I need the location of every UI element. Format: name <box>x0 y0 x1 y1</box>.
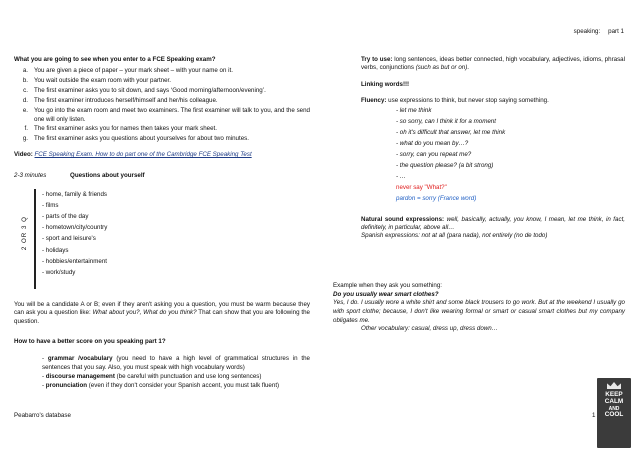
natural-label: Natural sound expressions: <box>361 215 445 223</box>
topic-item: - home, family & friends <box>42 190 107 198</box>
fluency-expression: - so sorry, can I think it for a moment <box>396 118 496 126</box>
poster-line-1: KEEP <box>605 391 623 398</box>
exam-step-marker: f. <box>24 125 28 133</box>
better-score-prefix: - <box>42 372 46 380</box>
header-section: speaking: <box>573 28 601 35</box>
exam-step-text: The first examiner asks you for names then takes your mark sheet. <box>34 125 217 133</box>
minutes-label: 2-3 minutes <box>14 172 47 180</box>
exam-step-marker: a. <box>22 67 28 75</box>
better-score-prefix: - <box>42 382 46 390</box>
topics-block <box>14 189 310 291</box>
candidate-paragraph <box>14 301 310 327</box>
try-use-label: Try to use: <box>361 56 393 63</box>
poster-line-3: AND <box>608 405 620 412</box>
left-column <box>14 56 310 392</box>
footer-source: Peabarro's database <box>14 412 71 419</box>
crown-icon <box>607 382 621 389</box>
exam-step-marker: g. <box>22 135 28 143</box>
fluency-paragraph <box>361 97 625 105</box>
natural-text: well, basically, actually, you know, I mean, let me think, in fact, definitely, in particular, above all… <box>361 215 626 231</box>
fluency-expression: - what do you mean by…? <box>396 140 469 148</box>
vertical-label: 2 OR 3 Q <box>20 215 28 250</box>
example-answer: Yes, I do. I usually wore a white shirt and some black trousers to go work. But at the weekend I usually go with sport clothe; because, I don't like wearing formal or smart or casual smart clothes but my company obligates me. <box>333 299 625 324</box>
better-score-text: (you need to have a high level of grammatical structures in the sentences that you say. Also, you must speak with high vocabulary words) <box>42 355 310 371</box>
topic-item: - hometown/city/country <box>42 224 108 232</box>
linking-words: Linking words!!! <box>361 80 410 88</box>
page-header <box>574 28 624 36</box>
fluency-expressions-list <box>396 106 625 204</box>
video-line <box>14 151 310 159</box>
exam-step <box>14 125 310 133</box>
fluency-expression: never say "What?" <box>396 183 447 191</box>
exam-step <box>14 67 310 75</box>
topics-bracket-line <box>34 189 36 289</box>
topic-item: - work/study <box>42 268 76 276</box>
questions-header <box>14 172 310 180</box>
exam-step-text: The first examiner asks you to sit down, and says ‘Good morning/afternoon/evening’. <box>34 87 266 95</box>
fluency-label: Fluency: <box>361 97 387 105</box>
exam-step-text: The first examiner introduces herself/himself and her/his colleague. <box>34 97 218 105</box>
keep-calm-poster <box>597 378 631 448</box>
candidate-italic: What about you?, What do you think? <box>92 309 197 317</box>
video-link[interactable]: FCE Speaking Exam. How to do part one of the Cambridge FCE Speaking Test <box>34 150 252 158</box>
better-score-item <box>42 373 310 381</box>
exam-step-text: The first examiner asks you questions about yourselves for about two minutes. <box>34 135 249 143</box>
fluency-text: use expressions to think, but never stop saying something. <box>386 97 549 105</box>
exam-step-marker: b. <box>22 77 28 85</box>
try-use-paragraph <box>361 56 625 73</box>
example-question: Do you usually wear smart clothes? <box>333 290 439 298</box>
topic-item: - films <box>42 201 59 209</box>
exam-step <box>14 135 310 143</box>
exam-step <box>14 77 310 85</box>
page-number: 1 <box>592 412 596 419</box>
topic-item: - parts of the day <box>42 212 89 220</box>
topic-item: - hobbies/entertainment <box>42 257 108 265</box>
fluency-expression: pardon = sorry (France word) <box>396 194 477 202</box>
try-use-end: . <box>467 64 470 72</box>
exam-step-text: You are given a piece of paper – your mark sheet – with your name on it. <box>34 67 233 75</box>
better-score-item <box>42 355 310 372</box>
questions-title: Questions about yourself <box>70 172 145 180</box>
right-column <box>333 56 625 241</box>
natural-expressions <box>361 216 625 241</box>
better-score-title: How to have a better score on you speaking part 1? <box>14 337 166 345</box>
exam-step-marker: e. <box>22 107 28 115</box>
example-block <box>333 282 625 334</box>
better-score-term: pronunciation <box>45 382 88 390</box>
fluency-expression: - the question please? (a bit strong) <box>396 161 494 169</box>
topics-list <box>42 189 107 279</box>
try-use-text: long sentences, ideas better connected, high vocabulary, adjectives, idioms, phrasal verbs, conjunctions <box>361 56 625 72</box>
example-other-vocabulary: Other vocabulary: casual, dress up, dress down… <box>361 325 498 333</box>
better-score-list <box>42 355 310 390</box>
better-score-prefix: - <box>42 355 48 363</box>
example-intro: Example when they ask you something: <box>333 282 443 289</box>
exam-step-text: You wait outside the exam room with your partner. <box>34 77 171 85</box>
exam-step <box>14 107 310 124</box>
candidate-end: That can show that you are following the question. <box>14 309 310 326</box>
exam-step-marker: c. <box>23 87 28 95</box>
topic-item: - sport and leisure's <box>42 235 96 243</box>
fluency-expression: - sorry, can you repeat me? <box>396 151 472 159</box>
better-score-text: (be careful with punctuation and use long sentences) <box>114 372 262 380</box>
header-part: part 1 <box>608 28 624 35</box>
intro-title: What you are going to see when you enter to a FCE Speaking exam? <box>14 56 216 63</box>
fluency-expression: - let me think <box>396 107 432 115</box>
poster-line-2: CALM <box>604 398 624 406</box>
exam-steps-list <box>14 67 310 143</box>
better-score-item <box>42 382 310 390</box>
poster-line-4: COOL <box>604 410 624 418</box>
fluency-expression: - oh it's difficult that answer, let me think <box>396 129 506 137</box>
video-label: Video: <box>14 150 33 158</box>
exam-step-text: You go into the exam room and meet two examiners. The first examiner will talk to you, and the send one will only listen. <box>34 107 310 123</box>
better-score-term: discourse management <box>45 372 115 380</box>
candidate-text: You will be a candidate A or B; even if they aren't asking you a question, you must be warm because they can ask you a question like: <box>14 300 310 317</box>
try-use-italic: (such as but or on) <box>415 64 468 72</box>
spanish-expressions: Spanish expressions: not at all (para nada), not entirely (no de todo) <box>361 232 548 240</box>
exam-step <box>14 97 310 105</box>
exam-step-marker: d. <box>22 97 28 105</box>
topic-item: - holidays <box>42 246 69 254</box>
better-score-term: grammar /vocabulary <box>47 355 113 363</box>
fluency-expression: - … <box>396 172 406 180</box>
exam-step <box>14 87 310 95</box>
better-score-text: (even if they don't consider your Spanish accent, you must talk fluent) <box>87 382 280 390</box>
